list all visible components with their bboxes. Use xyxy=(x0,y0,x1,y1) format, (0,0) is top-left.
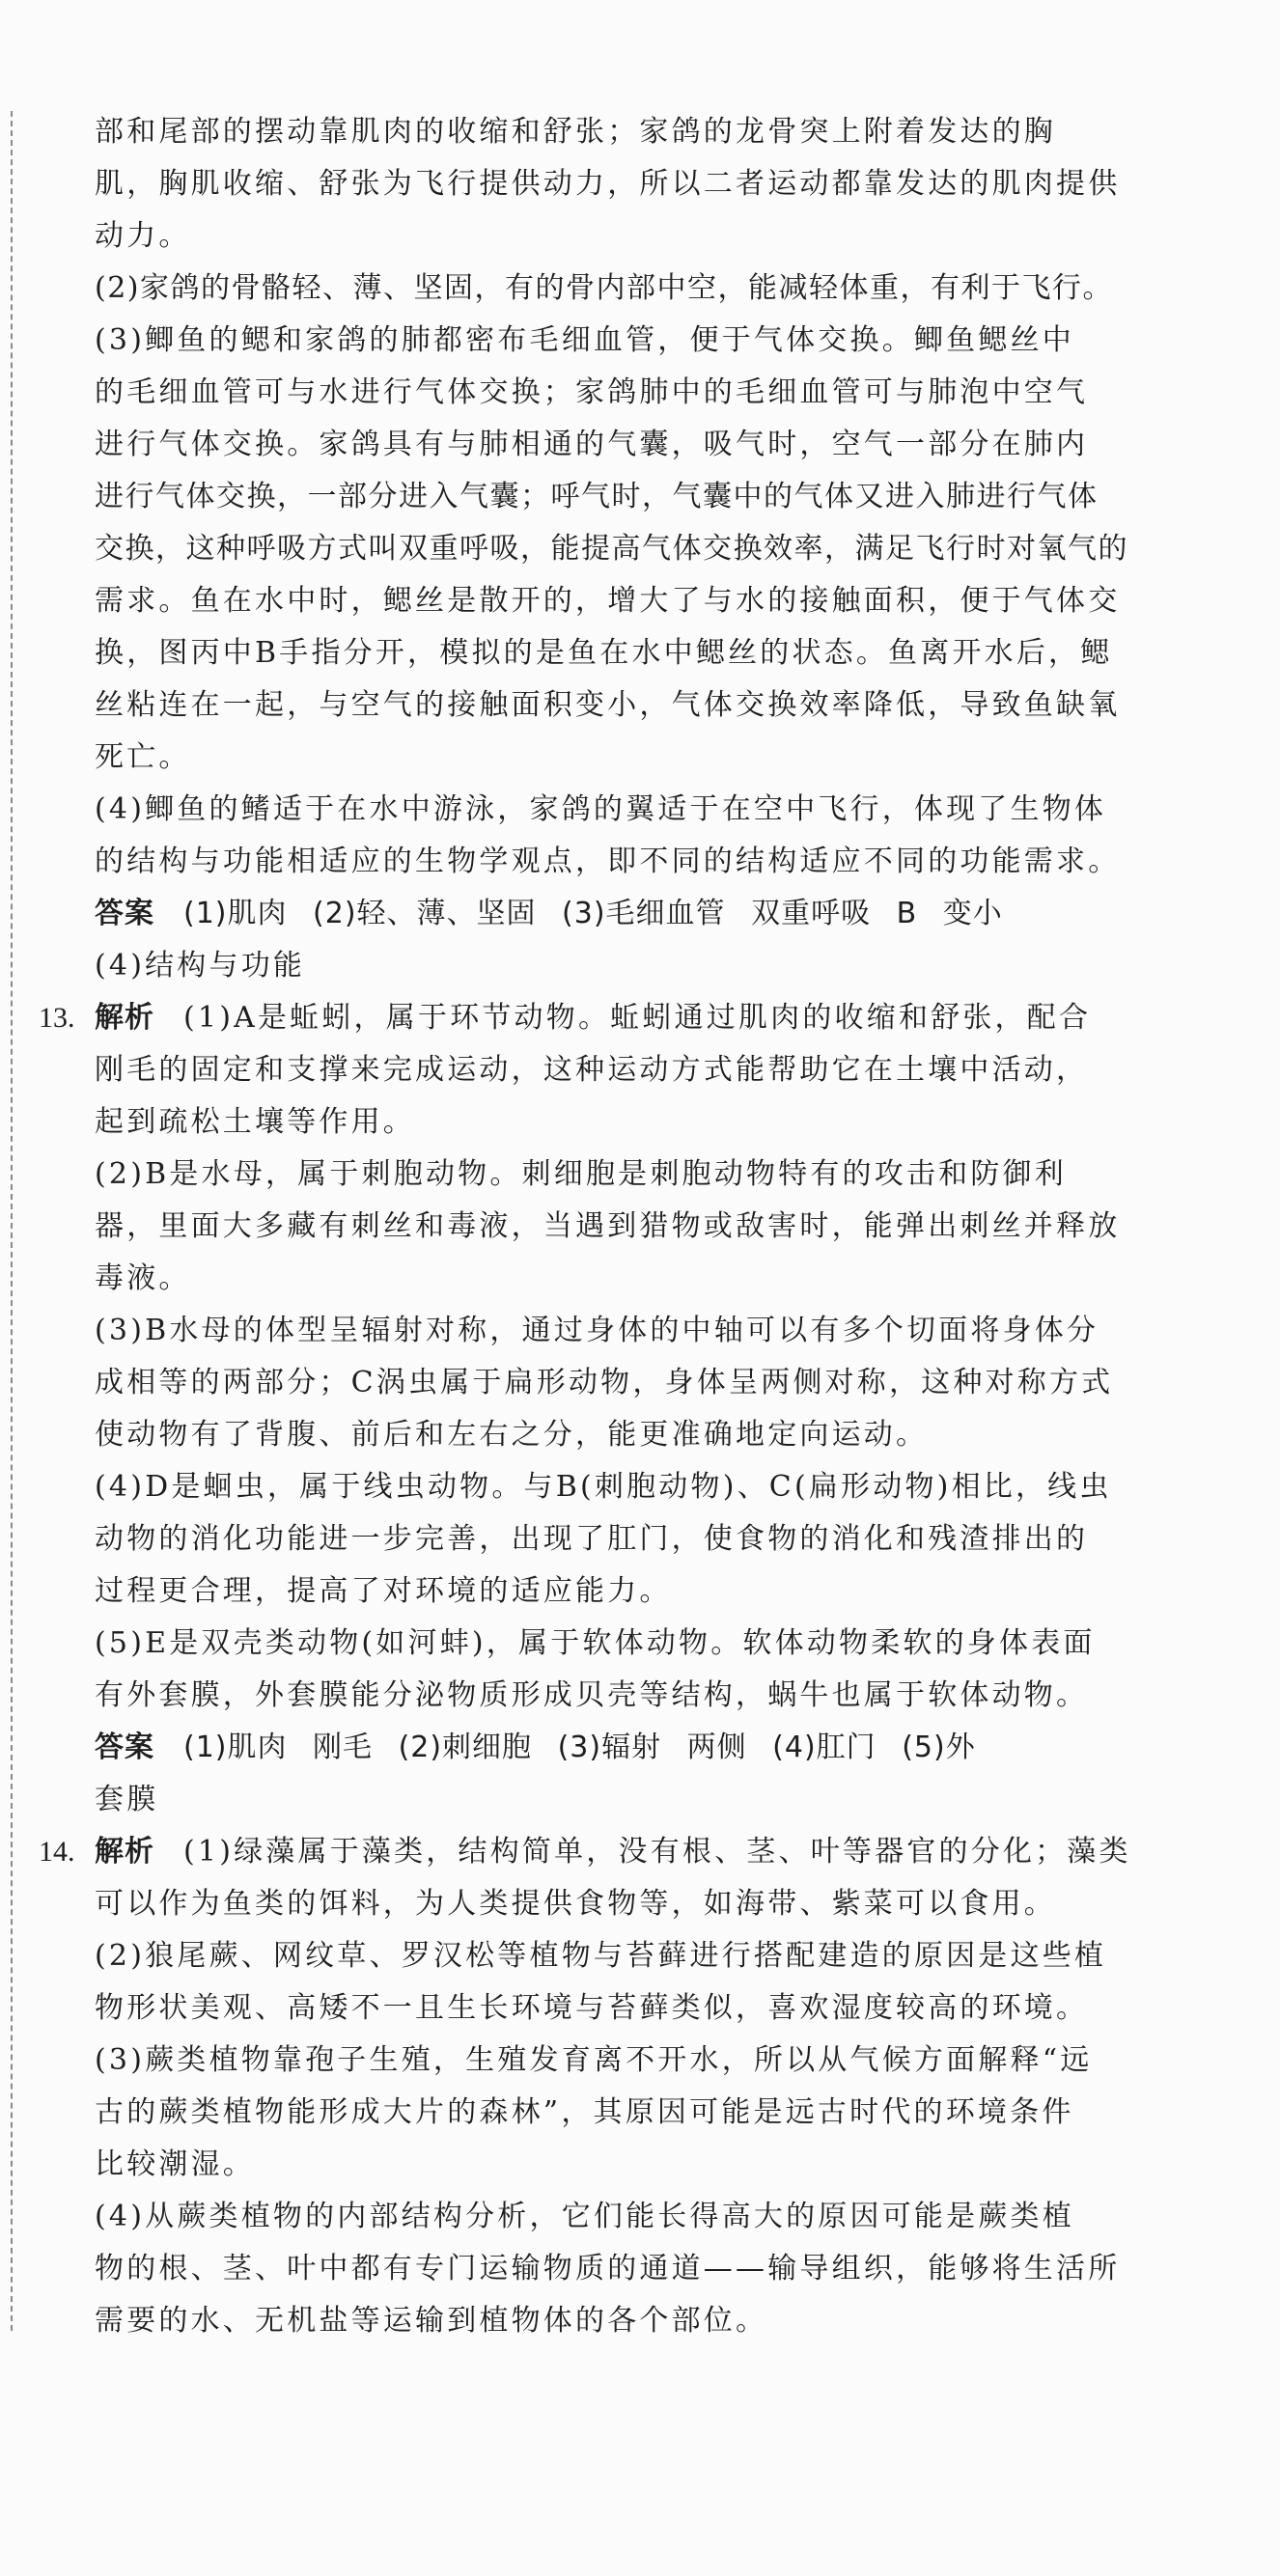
answer-label: 答案 xyxy=(95,1731,154,1764)
answer-text: (1)肌肉 刚毛 (2)刺细胞 (3)辐射 两侧 (4)肛门 (5)外 xyxy=(183,1731,976,1764)
text-line: 可以作为鱼类的饵料，为人类提供食物等，如海带、紫菜可以食用。 xyxy=(95,1887,1056,1921)
analysis-label: 解析 xyxy=(95,1001,154,1035)
text-line: 交换，这种呼吸方式叫双重呼吸，能提高气体交换效率，满足飞行时对氧气的 xyxy=(95,532,1128,566)
text-line: 成相等的两部分；C涡虫属于扁形动物，身体呈两侧对称，这种对称方式 xyxy=(95,1366,1114,1399)
text-line: 丝粘连在一起，与空气的接触面积变小，气体交换效率降低，导致鱼缺氧 xyxy=(95,688,1121,722)
text-line: 物的根、茎、叶中都有专门运输物质的通道——输导组织，能够将生活所 xyxy=(95,2252,1121,2285)
text-line: 使动物有了背腹、前后和左右之分，能更准确地定向运动。 xyxy=(95,1418,929,1452)
text-line: 过程更合理，提高了对环境的适应能力。 xyxy=(95,1574,672,1608)
text-line: 比较潮湿。 xyxy=(95,2147,255,2181)
answer-line xyxy=(39,1722,1120,1774)
text-line: 古的蕨类植物能形成大片的森林”，其原因可能是远古时代的环境条件 xyxy=(95,2095,1074,2129)
text-line: (2)狼尾蕨、网纹草、罗汉松等植物与苔藓进行搭配建造的原因是这些植 xyxy=(95,1939,1107,1973)
text-line: (2)家鸽的骨骼轻、薄、坚固，有的骨内部中空，能减轻体重，有利于飞行。 xyxy=(95,271,1113,305)
text-line: 刚毛的固定和支撑来完成运动，这种运动方式能帮助它在土壤中活动， xyxy=(95,1053,1089,1087)
text-line: (4)鲫鱼的鳍适于在水中游泳，家鸽的翼适于在空中飞行，体现了生物体 xyxy=(95,792,1107,826)
text-line: 部和尾部的摆动靠肌肉的收缩和舒张；家鸽的龙骨突上附着发达的胸 xyxy=(95,115,1056,149)
text-line: 换，图丙中B手指分开，模拟的是鱼在水中鳃丝的状态。鱼离开水后，鳃 xyxy=(95,636,1113,670)
text-line: 毒液。 xyxy=(95,1261,191,1295)
analysis-line xyxy=(39,1826,1131,1878)
text-line: 进行气体交换，一部分进入气囊；呼气时，气囊中的气体又进入肺进行气体 xyxy=(95,480,1099,513)
text-line: 动力。 xyxy=(95,219,191,253)
text-line: (5)E是双壳类动物(如河蚌)，属于软体动物。软体动物柔软的身体表面 xyxy=(95,1626,1096,1660)
answer-text: (1)肌肉 (2)轻、薄、坚固 (3)毛细血管 双重呼吸 B 变小 xyxy=(183,897,1003,930)
analysis-text: (1)A是蚯蚓，属于环节动物。蚯蚓通过肌肉的收缩和舒张，配合 xyxy=(183,1001,1092,1035)
text-line: 物形状美观、高矮不一且生长环境与苔藓类似，喜欢湿度较高的环境。 xyxy=(95,1991,1089,2025)
text-line: 有外套膜，外套膜能分泌物质形成贝壳等结构，蜗牛也属于软体动物。 xyxy=(95,1678,1089,1712)
text-line: 需求。鱼在水中时，鳃丝是散开的，增大了与水的接触面积，便于气体交 xyxy=(95,584,1121,618)
text-line: 起到疏松土壤等作用。 xyxy=(95,1105,415,1139)
text-line: 死亡。 xyxy=(95,740,191,774)
answer-line xyxy=(39,888,1120,940)
text-line: 的结构与功能相适应的生物学观点，即不同的结构适应不同的功能需求。 xyxy=(95,845,1121,878)
text-line: (3)鲫鱼的鳃和家鸽的肺都密布毛细血管，便于气体交换。鲫鱼鳃丝中 xyxy=(95,323,1074,357)
analysis-text: (1)绿藻属于藻类，结构简单，没有根、茎、叶等器官的分化；藻类 xyxy=(183,1835,1131,1869)
answer-page xyxy=(39,106,1131,2347)
text-line: (4)D是蛔虫，属于线虫动物。与B(刺胞动物)、C(扁形动物)相比，线虫 xyxy=(95,1470,1112,1504)
text-line: 需要的水、无机盐等运输到植物体的各个部位。 xyxy=(95,2304,768,2338)
text-line: (3)蕨类植物靠孢子生殖，生殖发育离不开水，所以从气候方面解释“远 xyxy=(95,2043,1093,2077)
question-number: 14. xyxy=(39,1836,75,1868)
analysis-line xyxy=(39,992,1120,1044)
question-number: 13. xyxy=(39,1002,75,1034)
text-line: (4)结构与功能 xyxy=(95,949,306,983)
text-line: 的毛细血管可与水进行气体交换；家鸽肺中的毛细血管可与肺泡中空气 xyxy=(95,375,1089,409)
answer-label: 答案 xyxy=(95,897,154,930)
text-line: 套膜 xyxy=(95,1783,159,1816)
text-line: (2)B是水母，属于刺胞动物。刺细胞是刺胞动物特有的攻击和防御利 xyxy=(95,1157,1067,1191)
text-line: 肌，胸肌收缩、舒张为飞行提供动力，所以二者运动都靠发达的肌肉提供 xyxy=(95,167,1121,201)
text-line: (3)B水母的体型呈辐射对称，通过身体的中轴可以有多个切面将身体分 xyxy=(95,1314,1099,1347)
text-line: (4)从蕨类植物的内部结构分析，它们能长得高大的原因可能是蕨类植 xyxy=(95,2200,1074,2233)
analysis-label: 解析 xyxy=(95,1835,154,1869)
cut-line-dashed xyxy=(11,111,13,2331)
text-line: 动物的消化功能进一步完善，出现了肛门，使食物的消化和残渣排出的 xyxy=(95,1522,1089,1556)
text-line: 进行气体交换。家鸽具有与肺相通的气囊，吸气时，空气一部分在肺内 xyxy=(95,428,1089,461)
text-line: 器，里面大多藏有刺丝和毒液，当遇到猎物或敌害时，能弹出刺丝并释放 xyxy=(95,1209,1121,1243)
